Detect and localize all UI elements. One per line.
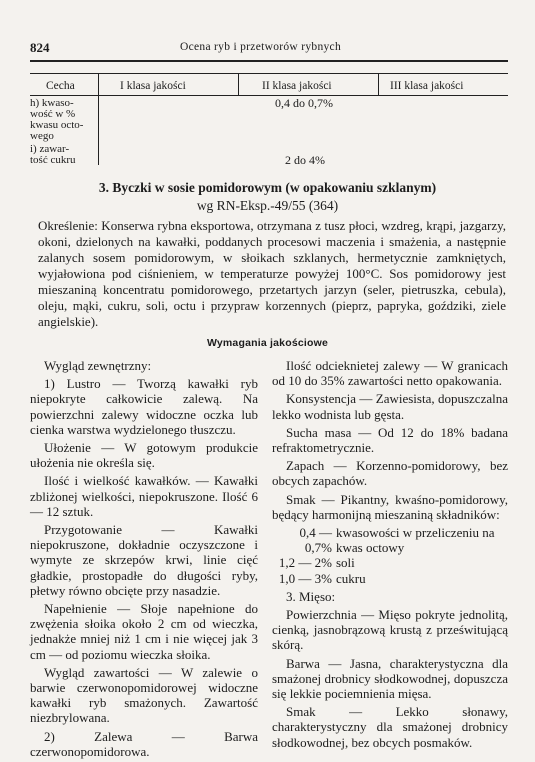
- paragraph: 3. Mięso:: [286, 588, 336, 604]
- ingredient-range: 0,4 — 0,7%: [299, 525, 332, 556]
- col-divider-2: [238, 73, 239, 95]
- requirements-heading: Wymagania jakościowe: [206, 337, 329, 349]
- paragraph: Wygląd zawartości — W zalewie o barwie czerwonopomidorowej widoczne kawałki ryb smażonych. Zawartość niezbrylowana.: [30, 664, 258, 726]
- table-row-value: 2 do 4%: [285, 153, 325, 167]
- table-row-value: 0,4 do 0,7%: [275, 96, 333, 110]
- ingredient-range: 1,2 — 2%: [278, 555, 332, 571]
- table-header-rule: [30, 95, 508, 96]
- col-divider-3: [378, 73, 379, 95]
- paragraph: 2) Zalewa — Barwa czerwonopomidorowa.: [30, 728, 258, 759]
- paragraph: Przygotowanie — Kawałki niepokruszone, dokładnie oczyszczone i wymyte ze skrzepów krwi, linie cięć gładkie, prostopadłe do długości ryby, płetwy równo obcięte przy nasadzie.: [30, 522, 258, 598]
- left-column: [30, 358, 258, 762]
- header-rule: [30, 60, 508, 62]
- ingredient-row: [272, 571, 508, 586]
- ingredient-name: kwasowości w przeliczeniu na kwas octowy: [336, 525, 495, 556]
- ingredient-row: [272, 525, 508, 555]
- paragraph: Powierzchnia — Mięso pokryte jednolitą, cienką, jasnobrązową krustą z prześwitującą skórą.: [272, 607, 508, 653]
- ingredient-name: cukru: [336, 570, 366, 586]
- paragraph: 1) Lustro — Tworzą kawałki ryb niepokryte całkowicie zalewą. Na powierzchni zalewy widoczne oczka lub cienka warstwa wydzielonego tłuszczu.: [30, 376, 258, 437]
- paragraph: Napełnienie — Słoje napełnione do zwężenia słoika około 2 cm od wieczka, jednakże mniej niż 1 cm i nie więcej jak 3 cm — od poziomu wieczka słoika.: [30, 601, 258, 662]
- paragraph: Ilość i wielkość kawałków. — Kawałki zbliżonej wielkości, niepokruszone. Ilość 6 — 12 sztuk.: [30, 473, 258, 519]
- ingredient-row: [272, 555, 508, 570]
- paragraph: Sucha masa — Od 12 do 18% badana refraktometrycznie.: [272, 424, 508, 456]
- table-header-class-1: I klasa jakości: [120, 80, 186, 92]
- table-row-label: h) kwaso- wość w % kwasu octo- wego: [30, 97, 84, 142]
- right-column: [272, 358, 508, 753]
- paragraph: Ilość odcieknietej zalewy — W granicach od 10 do 35% zawartości netto opakowania.: [272, 358, 508, 389]
- page-number: 824: [30, 40, 50, 55]
- section-title: 3. Byczki w sosie pomidorowym (w opakowaniu szklanym): [98, 180, 437, 195]
- running-title: Ocena ryb i przetworów rybnych: [180, 41, 341, 53]
- ingredient-range: 1,0 — 3%: [278, 570, 332, 586]
- paragraph: Konsystencja — Zawiesista, dopuszczalna lekko wodnista lub gęsta.: [272, 391, 508, 422]
- ingredient-name: soli: [336, 555, 355, 571]
- paragraph: Smak — Pikantny, kwaśno-pomidorowy, będący harmonijną mieszaniną składników:: [272, 491, 508, 522]
- table-header-cecha: Cecha: [46, 80, 75, 92]
- definition-paragraph: Określenie: Konserwa rybna eksportowa, otrzymana z tusz płoci, wzdreg, krąpi, jazgarzy, okoni, dzielonych na kawałki, poddanych procesowi maczenia i smażenia, a następnie zalanych sosem pomidorowym, w słoikach szklanych, hermetycznie zamkniętych, wyjałowiona pod ciśnieniem, w temperaturze powyżej 100°C. Sos pomidorowy jest mieszaniną koncentratu pomidorowego, przetartych jarzyn (seler, pietruszka, cebula), oleju, mąki, cukru, soli, octu i przypraw korzennych (pieprz, papryka, goździki, ziele angielskie).: [38, 218, 506, 329]
- paragraph: Wygląd zewnętrzny:: [44, 358, 152, 373]
- col-divider-1: [98, 73, 99, 165]
- table-header-class-3: III klasa jakości: [390, 80, 464, 92]
- paragraph: Zapach — Korzenno-pomidorowy, bez obcych zapachów.: [272, 458, 508, 489]
- section-subtitle: wg RN-Eksp.-49/55 (364): [196, 198, 339, 213]
- table-top-rule: [30, 73, 508, 74]
- paragraph: Smak — Lekko słonawy, charakterystyczny dla smażonej drobnicy słodkowodnej, bez obcych posmaków.: [272, 704, 508, 750]
- paragraph: Ułożenie — W gotowym produkcie ułożenia nie określa się.: [30, 440, 258, 471]
- table-header-class-2: II klasa jakości: [262, 80, 332, 92]
- paragraph: Barwa — Jasna, charakterystyczna dla smażonej drobnicy słodkowodnej, dopuszcza się lekkie pociemnienia mięsa.: [272, 655, 508, 702]
- table-row-label: i) zawar- tość cukru: [30, 143, 76, 166]
